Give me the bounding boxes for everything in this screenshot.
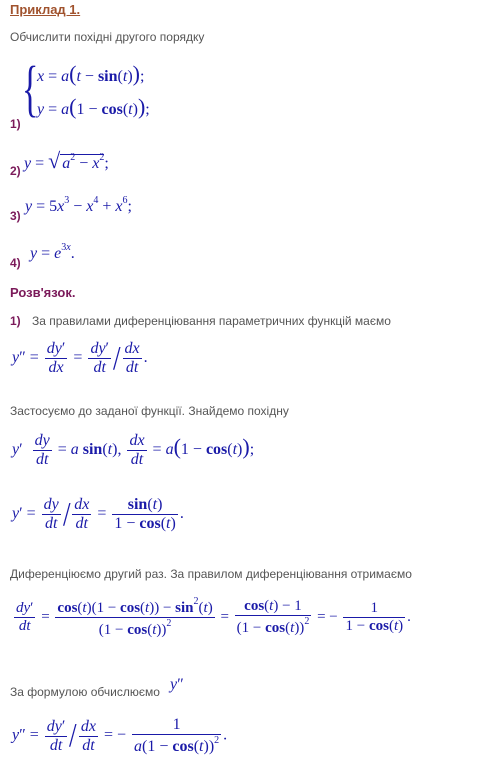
system-brace: { — [22, 55, 39, 123]
item-label-2: 2) — [10, 164, 21, 178]
solution-heading: Розв'язок. — [10, 285, 76, 300]
step1-text: За правилами диференціювання параметричних функцій маємо — [32, 314, 391, 328]
formula-param-derivative: y″ = $\frac{dy'}{dx}$ = $\frac{dy'}{dt}$ / $\frac{dx}{dt}$ . — [12, 339, 148, 377]
item-label-1: 1) — [10, 117, 21, 131]
formula-item-2: y = √ $a^2 - x^2$; — [24, 148, 109, 173]
system-eq-x: x = a(t − sin(t)); — [37, 61, 145, 86]
formula-second-differentiation: $\frac{dy'}{dt}$ = $\frac{\cos(t)(1 - \cos(t)) - \sin^2(t)}{(1 - \cos(t))^2}$ = $\frac{\cos(t) - 1}{(1 - \cos(t))^2}$ = − $\frac{1}{1 - \cos(t)}$ . — [16, 596, 411, 638]
formula-item-4: $y = e^{3x}$. — [30, 242, 75, 262]
formula-y-second-inline: y″ — [170, 676, 184, 693]
item-label-3: 3) — [10, 209, 21, 223]
formula-first-derivatives: y′ $\frac{dy}{dt}$ = a sin(t), $\frac{dx}{dt}$ = a(1 − cos(t)); — [12, 432, 255, 468]
task-text: Обчислити похідні другого порядку — [10, 30, 205, 44]
step-label-1: 1) — [10, 314, 21, 328]
formula-item-3: $y = 5x^3 - x^4 + x^6$; — [25, 195, 132, 215]
item-label-4: 4) — [10, 256, 21, 270]
step2-text: Застосуємо до заданої функції. Знайдемо похідну — [10, 404, 289, 418]
example-title: Приклад 1. — [10, 2, 81, 17]
formula-second-derivative-result: y″ = $\frac{dy'}{dt}$ / $\frac{dx}{dt}$ = − $\frac{1}{a(1 - \cos(t))^2}$ . — [12, 716, 228, 755]
step4-text: За формулою обчислюємо — [10, 685, 160, 699]
system-eq-y: y = a(1 − cos(t)); — [37, 94, 150, 119]
formula-first-derivative-result: y′ = $\frac{dy}{dt}$ / $\frac{dx}{dt}$ = $\frac{\sin(t)}{1 - \cos(t)}$ . — [12, 495, 184, 533]
step3-text: Диференціюємо другий раз. За правилом диференціювання отримаємо — [10, 567, 412, 581]
